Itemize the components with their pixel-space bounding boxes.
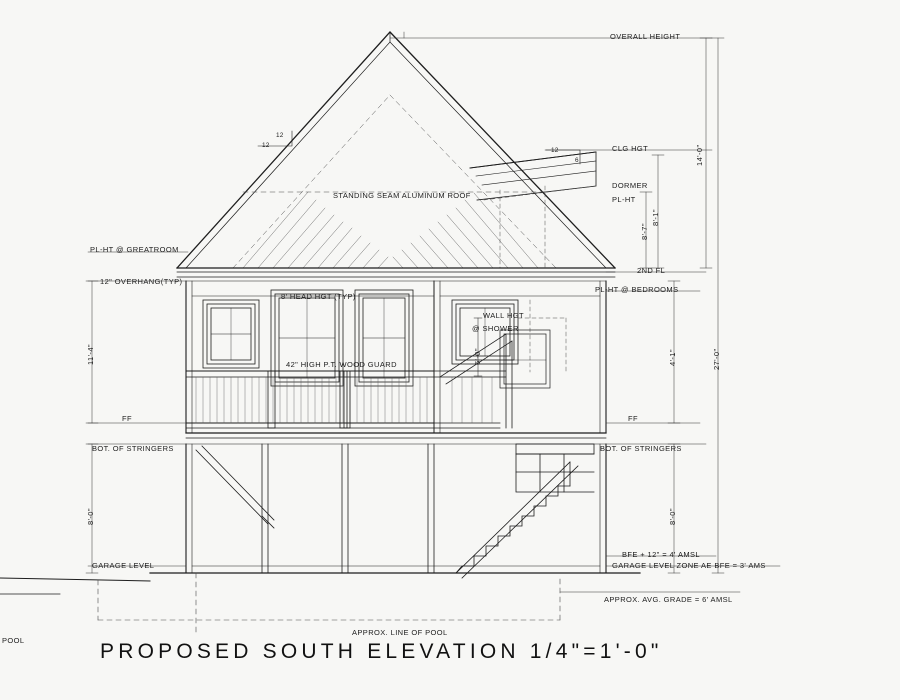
label-garage-level-right: GARAGE LEVEL ZONE AE BFE = 3' AMS [612, 561, 766, 570]
dim-bedroom-wall: 4'-1" [668, 349, 677, 366]
label-wall-hgt: WALL HGT [483, 311, 524, 320]
label-pool: POOL [2, 636, 25, 645]
dim-dormer-height: 8'-1" [651, 209, 660, 226]
dim-garage-height-left: 8'-0" [86, 508, 95, 525]
dim-overall-height: 27'-0" [712, 348, 721, 370]
label-shower: @ SHOWER [472, 324, 519, 333]
dim-dormer-sub: 8'-7" [640, 223, 649, 240]
label-pl-ht-bedrooms: PL-HT @ BEDROOMS [595, 285, 679, 294]
label-garage-level-left: GARAGE LEVEL [92, 561, 155, 570]
label-2nd-fl: 2ND FL [637, 266, 666, 275]
label-bot-stringers-right: BOT. OF STRINGERS [600, 444, 682, 453]
label-dormer: DORMER [612, 181, 648, 190]
label-head-hgt-note: 8' HEAD HGT (TYP) [281, 292, 356, 301]
dim-clg-to-plate: 14'-0" [695, 144, 704, 166]
dim-garage-height-right: 8'-0" [668, 508, 677, 525]
dim-pitch-right-run: 6 [575, 157, 579, 164]
label-roof-note: STANDING SEAM ALUMINUM ROOF [333, 191, 471, 200]
label-approx-grade: APPROX. AVG. GRADE = 6' AMSL [604, 595, 733, 604]
dim-pitch-left-rise: 12 [276, 132, 284, 139]
dim-pitch-left-run: 12 [262, 142, 270, 149]
dim-shower-wall: 6'-0" [473, 348, 482, 365]
label-approx-line-of-pool: APPROX. LINE OF POOL [352, 628, 448, 637]
dim-pitch-right-rise: 12 [551, 147, 559, 154]
label-ff-left: FF [122, 414, 132, 423]
label-bfe-note: BFE + 12" = 4' AMSL [622, 550, 700, 559]
page-title: PROPOSED SOUTH ELEVATION 1/4"=1'-0" [100, 640, 663, 663]
dim-second-floor-wall: 11'-4" [86, 344, 95, 365]
label-bot-stringers-left: BOT. OF STRINGERS [92, 444, 174, 453]
label-dormer-pl-ht: PL-HT [612, 195, 636, 204]
label-pl-ht-greatroom: PL-HT @ GREATROOM [90, 245, 179, 254]
label-guard-note: 42" HIGH P.T. WOOD GUARD [286, 360, 397, 369]
label-overall-height: OVERALL HEIGHT [610, 32, 681, 41]
label-overhang-note: 12" OVERHANG(TYP) [100, 277, 183, 286]
label-clg-hgt: CLG HGT [612, 144, 649, 153]
label-ff-right: FF [628, 414, 638, 423]
